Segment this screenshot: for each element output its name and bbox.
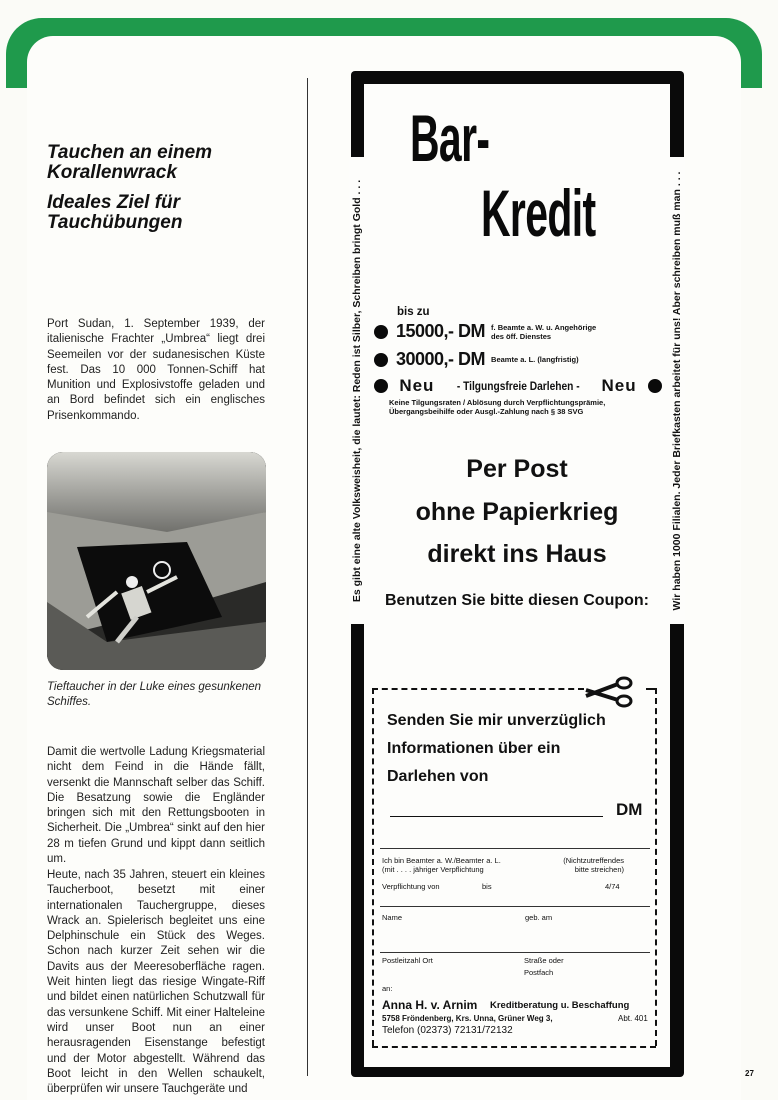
ad-side-right [669, 157, 685, 624]
offer-amount: 15000,- DM [396, 321, 486, 341]
amount-field[interactable] [390, 816, 603, 817]
firm-phone: Telefon (02373) 72131/72132 [382, 1025, 513, 1036]
article-headline: Tauchen an einem Korallenwrack [47, 142, 213, 183]
coupon-border-bottom [372, 1046, 656, 1048]
neu-label: Neu [601, 376, 637, 395]
coupon-request-text: Senden Sie mir unverzüglich [387, 712, 606, 729]
ad-side-left-text: Es gibt eine alte Volksweisheit, die lautet: Reden ist Silber, Schreiben bringt Gold . . . [351, 179, 363, 602]
article-paragraph-1: Port Sudan, 1. September 1939, der italienische Frachter „Umbrea“ liegt drei Seemeilen vor der sudanesischen Küste fest. Das 10 000 Tonnen-Schiff hat Munition und Explosivstoffe geladen und an Bord befindet sich ein englisches Prisenkommando. [47, 318, 265, 422]
ad-title-bar: Bar- [410, 101, 490, 175]
offer-note: Beamte a. L. (langfristig) [491, 355, 579, 364]
nicht-note [552, 856, 624, 874]
an-label: an: [382, 984, 393, 993]
diver-photo [47, 452, 266, 670]
scissors-icon [584, 676, 634, 708]
plz-field[interactable]: Postleitzahl Ort [382, 956, 433, 965]
coupon-border-left [372, 688, 374, 1046]
bis-field[interactable]: bis [482, 882, 492, 891]
bullet-icon [374, 325, 388, 339]
diver-illustration [47, 452, 266, 670]
neu-label: Neu [399, 376, 435, 395]
firm-department: Abt. 401 [618, 1014, 648, 1023]
offer-note [491, 323, 596, 341]
bullet-icon [374, 379, 388, 393]
form-code: 4/74 [605, 882, 620, 891]
coupon-call: Benutzen Sie bitte diesen Coupon: [384, 592, 649, 609]
offer-15000 [374, 321, 596, 342]
bullet-icon [648, 379, 662, 393]
ad-post-line-3: direkt ins Haus [427, 540, 607, 568]
bis-zu: bis zu [397, 306, 430, 318]
neu-middle: - Tilgungsfreie Darlehen - [456, 379, 580, 393]
beamter-text: Ich bin Beamter a. W./Beamter a. L. [382, 856, 501, 865]
verpflichtung-field[interactable]: Verpflichtung von [382, 882, 440, 891]
offer-amount: 30000,- DM [396, 349, 486, 369]
coupon-border-right [655, 688, 657, 1046]
offer-note-line: f. Beamte a. W. u. Angehörige [491, 322, 597, 332]
form-rule [380, 952, 650, 953]
coupon-request-text: Darlehen von [387, 768, 489, 785]
ad-title-kredit: Kredit [481, 176, 596, 250]
coupon-border-top [372, 688, 584, 690]
firm-name: Anna H. v. Arnim [382, 998, 478, 1012]
article-subheadline: Ideales Ziel für Tauchübungen [47, 192, 183, 233]
dm-label: DM [616, 800, 643, 819]
ad-post-line-1: Per Post [466, 455, 568, 483]
bullet-icon [374, 353, 388, 367]
coupon-request [387, 707, 652, 791]
ad-side-right-text: Wir haben 1000 Filialen. Jeder Briefkasten arbeitet für uns! Aber schreiben muß man . . . [671, 171, 683, 610]
column-divider [307, 78, 308, 1076]
article-paragraph-2: Damit die wertvolle Ladung Kriegsmaterial nicht dem Feind in die Hände fällt, versenkt die Mannschaft selber das Schiff. Die Besatzung sowie die Engländer bringen sich mit den Rettungsbooten in Sicherheit. Die „Umbrea“ sinkt auf den hier 28 m tiefen Grund und kippt dann seitlich um. [47, 746, 265, 866]
coupon-request-line [387, 707, 652, 735]
nicht-text: bitte streichen) [574, 865, 624, 874]
ad-side-left [349, 157, 365, 624]
geb-field[interactable]: geb. am [525, 913, 553, 922]
strasse-field[interactable]: Straße oder [524, 956, 564, 965]
offer-note-line: des öff. Dienstes [491, 331, 552, 341]
page-number: 27 [745, 1069, 754, 1078]
ad-post-line-2: ohne Papierkrieg [415, 498, 619, 526]
photo-caption: Tieftaucher in der Luke eines gesunkenen Schiffes. [47, 681, 262, 708]
beamter-field[interactable] [382, 856, 501, 874]
nicht-text: (Nichtzutreffendes [563, 856, 624, 865]
coupon-request-text: Informationen über ein [387, 740, 561, 757]
beamter-text: (mit . . . . jähriger Verpflichtung [382, 865, 484, 874]
firm-tagline: Kreditberatung u. Beschaffung [490, 1000, 630, 1011]
neu-row [374, 376, 662, 396]
article-paragraph-3: Heute, nach 35 Jahren, steuert ein kleines Taucherboot, besetzt mit einer internationalen Tauchergruppe, dieses Wrack an. Spielerisch begleitet uns eine Delphinschule ein Stück des Weges. Schon nach kurzer Zeit sehen wir die Davits aus der Meeresoberfläche ragen. Weit hinten liegt das riesige Wingate-Riff und bildet einen natürlichen Schutzwall für das versunkene Schiff. Mit einer Halteleine wird unser Boot nun an einer herausragenden Eisenstange befestigt und der Motor abgestellt. Während das Boot leicht in den Wellen schaukelt, überprüfen wir unsere Tauchgeräte und [47, 869, 265, 1096]
form-rule [380, 906, 650, 907]
ad-fine-print: Keine Tilgungsraten / Ablösung durch Verpflichtungsprämie, Übergangsbeihilfe oder Ausgl.-Zahlung nach § 38 SVG [389, 398, 606, 416]
postfach-label: Postfach [524, 968, 554, 977]
name-field[interactable]: Name [382, 913, 403, 922]
form-rule [380, 848, 650, 849]
offer-30000 [374, 349, 579, 370]
firm-address: 5758 Fröndenberg, Krs. Unna, Grüner Weg 3, [382, 1014, 553, 1023]
